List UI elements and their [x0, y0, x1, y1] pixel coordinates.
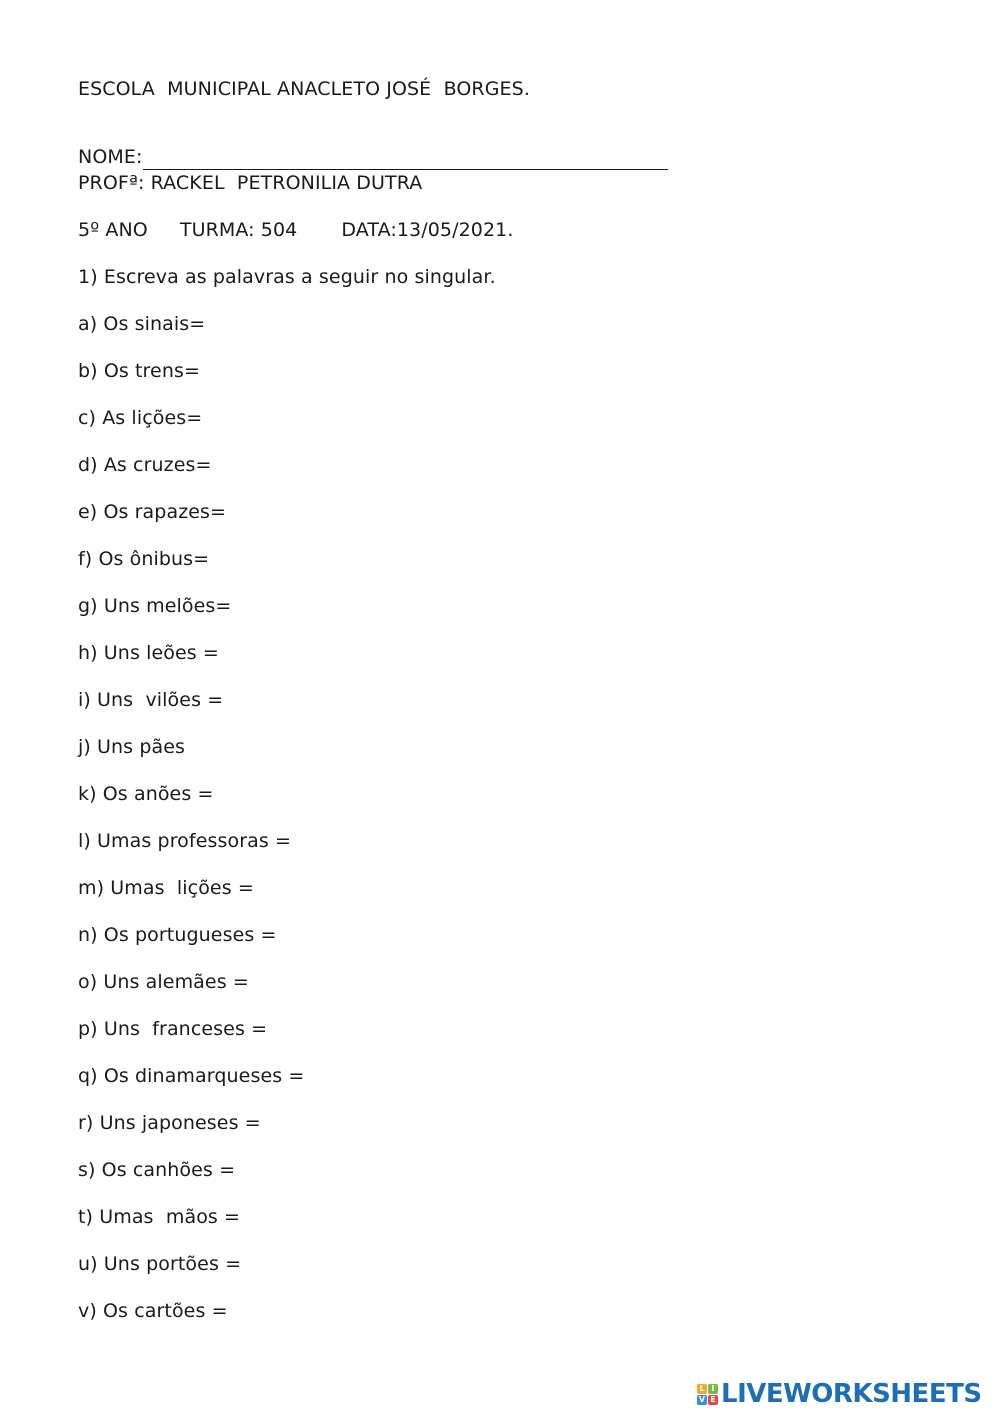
question-item: c) As lições= [78, 407, 203, 429]
school-name: ESCOLA MUNICIPAL ANACLETO JOSÉ BORGES. [78, 78, 530, 100]
question-item: h) Uns leões = [78, 642, 219, 664]
name-row [78, 123, 958, 170]
question-item: j) Uns pães [78, 736, 186, 758]
question-item: g) Uns melões= [78, 595, 232, 617]
question-item: a) Os sinais= [78, 313, 206, 335]
question-title: 1) Escreva as palavras a seguir no singular. [78, 266, 496, 288]
class-label: TURMA: 504 [179, 219, 298, 241]
question-item: m) Umas lições = [78, 877, 254, 899]
question-item: q) Os dinamarqueses = [78, 1065, 305, 1087]
teacher-name: PROFª: RACKEL PETRONILIA DUTRA [78, 172, 423, 194]
question-item: k) Os anões = [78, 783, 214, 805]
question-item: e) Os rapazes= [78, 501, 227, 523]
question-item: d) As cruzes= [78, 454, 212, 476]
logo-text: LIVEWORKSHEETS [721, 1379, 982, 1409]
name-label: NOME: [78, 146, 143, 168]
question-item: l) Umas professoras = [78, 830, 292, 852]
question-item: r) Uns japoneses = [78, 1112, 261, 1134]
question-item: u) Uns portões = [78, 1253, 242, 1275]
logo-mark-v: V [698, 1394, 706, 1404]
grade-label: 5º ANO [78, 219, 148, 241]
question-item: v) Os cartões = [78, 1300, 228, 1322]
logo-mark-l: L [697, 1384, 707, 1394]
question-items-list [78, 311, 958, 1345]
question-item: t) Umas mãos = [78, 1206, 241, 1228]
question-item: i) Uns vilões = [78, 689, 224, 711]
liveworksheets-logo [697, 1378, 982, 1410]
question-item: s) Os canhões = [78, 1159, 236, 1181]
logo-mark-i: I [708, 1384, 718, 1394]
question-item: f) Os ônibus= [78, 548, 210, 570]
question-item: o) Uns alemães = [78, 971, 249, 993]
worksheet-content [78, 76, 958, 1345]
class-info-row [78, 217, 958, 264]
question-item: b) Os trens= [78, 360, 201, 382]
logo-mark-e: E [708, 1395, 718, 1405]
name-blank-line[interactable] [143, 149, 668, 170]
logo-mark-icon [697, 1384, 718, 1405]
date-label: DATA:13/05/2021. [341, 219, 514, 241]
question-item: n) Os portugueses = [78, 924, 277, 946]
question-item: p) Uns franceses = [78, 1018, 268, 1040]
